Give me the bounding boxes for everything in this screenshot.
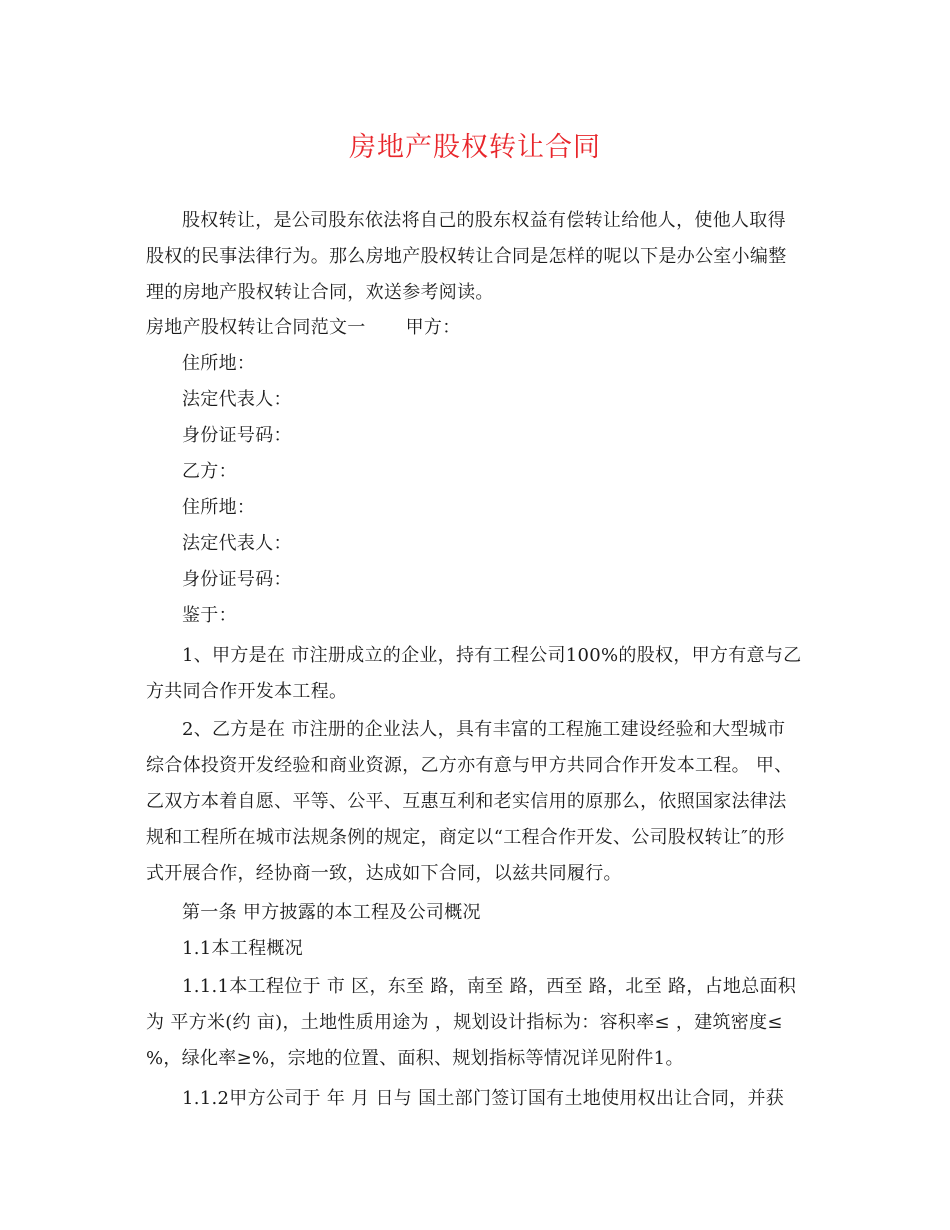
- clause-2-line-4: 规和工程所在城市法规条例的规定，商定以“工程合作开发、公司股权转让″的形: [146, 827, 785, 848]
- clause-2-line-3: 乙双方本着自愿、平等、公平、互惠互利和老实信用的原那么，依照国家法律法: [146, 791, 787, 812]
- intro-line-3: 理的房地产股权转让合同，欢送参考阅读。: [146, 282, 494, 303]
- clause-2-line-1: 2、乙方是在 市注册的企业法人，具有丰富的工程施工建设经验和大型城市: [182, 719, 786, 740]
- section-1-1-1-line-2: 为 平方米(约 亩)，土地性质用途为 ，规划设计指标为：容积率≤ ，建筑密度≤: [146, 1012, 783, 1033]
- party-a-id-number: 身份证号码：: [182, 425, 292, 446]
- whereas-label: 鉴于：: [182, 605, 237, 626]
- clause-1-line-1: 1、甲方是在 市注册成立的企业，持有工程公司100%的股权，甲方有意与乙: [182, 645, 802, 666]
- clause-2-line-2: 综合体投资开发经验和商业资源，乙方亦有意与甲方共同合作开发本工程。 甲、: [146, 755, 793, 776]
- document-title: 房地产股权转让合同: [349, 132, 601, 163]
- clause-1-line-2: 方共同合作开发本工程。: [146, 681, 348, 702]
- party-b-representative: 法定代表人：: [182, 533, 292, 554]
- party-a-label: 甲方：: [405, 317, 461, 338]
- intro-line-1: 股权转让，是公司股东依法将自己的股东权益有偿转让给他人，使他人取得: [182, 210, 786, 231]
- clause-2-line-5: 式开展合作，经协商一致，达成如下合同，以兹共同履行。: [146, 863, 622, 884]
- article-1-heading: 第一条 甲方披露的本工程及公司概况: [182, 902, 481, 923]
- party-a-representative: 法定代表人：: [182, 389, 292, 410]
- section-1-1-2-line-1: 1.1.2甲方公司于 年 月 日与 国土部门签订国有土地使用权出让合同，并获: [182, 1088, 785, 1109]
- intro-line-2: 股权的民事法律行为。那么房地产股权转让合同是怎样的呢以下是办公室小编整: [146, 246, 787, 267]
- section-1-1-1-line-3: %，绿化率≥%，宗地的位置、面积、规划指标等情况详见附件1。: [146, 1048, 684, 1069]
- party-b-id-number: 身份证号码：: [182, 569, 292, 590]
- party-b-label: 乙方：: [182, 461, 237, 482]
- sample-heading-row: [146, 314, 461, 342]
- section-1-1-1-line-1: 1.1.1本工程位于 市 区，东至 路，南至 路，西至 路，北至 路，占地总面积: [182, 976, 797, 997]
- party-a-address: 住所地：: [182, 353, 256, 374]
- section-1-1-heading: 1.1本工程概况: [182, 938, 304, 959]
- party-b-address: 住所地：: [182, 497, 256, 518]
- sample-heading: 房地产股权转让合同范文一: [146, 317, 366, 338]
